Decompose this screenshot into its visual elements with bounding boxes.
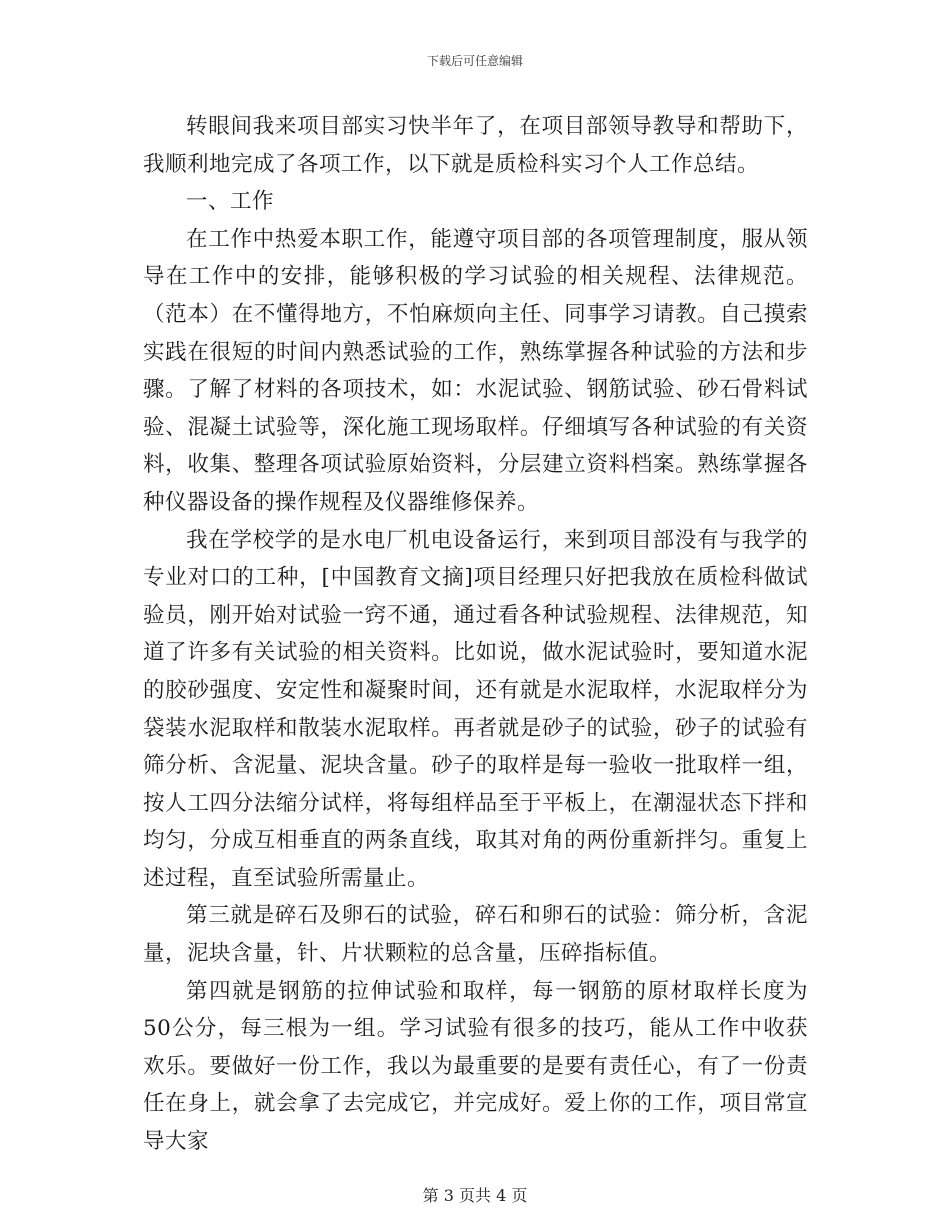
paragraph-learning-tests: 我在学校学的是水电厂机电设备运行，来到项目部没有与我学的专业对口的工种，[中国教育文摘]项目经理只好把我放在质检科做试验员，刚开始对试验一窍不通，通过看各种试验规程、法律规范，知道了许多有关试验的相关资料。比如说，做水泥试验时，要知道水泥的胶砂强度、安定性和凝聚时间，还有就是水泥取样，水泥取样分为袋装水泥取样和散装水泥取样。再者就是砂子的试验，砂子的试验有筛分析、含泥量、泥块含量。砂子的取样是每一验收一批取样一组，按人工四分法缩分试样，将每组样品至于平板上，在潮湿状态下拌和均匀，分成互相垂直的两条直线，取其对角的两份重新拌匀。重复上述过程，直至试验所需量止。 (143, 527, 808, 891)
paragraph-gravel-tests: 第三就是碎石及卵石的试验，碎石和卵石的试验：筛分析，含泥量，泥块含量，针、片状颗粒的总含量，压碎指标值。 (143, 903, 808, 967)
page-header-note: 下载后可任意编辑 (426, 54, 523, 68)
section-heading-work: 一、工作 (186, 189, 275, 215)
paragraph-intro: 转眼间我来项目部实习快半年了，在项目部领导教导和帮助下，我顺利地完成了各项工作，以下就是质检科实习个人工作总结。 (143, 114, 808, 177)
page-number-footer: 第 3 页共 4 页 (422, 1186, 528, 1205)
paragraph-steel-tests: 第四就是钢筋的拉伸试验和取样，每一钢筋的原材取样长度为50公分，每三根为一组。学习试验有很多的技巧，能从工作中收获欢乐。要做好一份工作，我以为最重要的是要有责任心，有了一份责任在身上，就会拿了去完成它，并完成好。爱上你的工作，项目常宣导大家 (143, 978, 808, 1155)
paragraph-work-duties: 在工作中热爱本职工作，能遵守项目部的各项管理制度，服从领导在工作中的安排，能够积极的学习试验的相关规程、法律规范。（范本）在不懂得地方，不怕麻烦向主任、同事学习请教。自己摸索实践在很短的时间内熟悉试验的工作，熟练掌握各种试验的方法和步骤。了解了材料的各项技术，如：水泥试验、钢筋试验、砂石骨料试验、混凝土试验等，深化施工现场取样。仔细填写各种试验的有关资料，收集、整理各项试验原始资料，分层建立资料档案。熟练掌握各种仪器设备的操作规程及仪器维修保养。 (143, 226, 808, 515)
document-body (143, 108, 808, 1161)
